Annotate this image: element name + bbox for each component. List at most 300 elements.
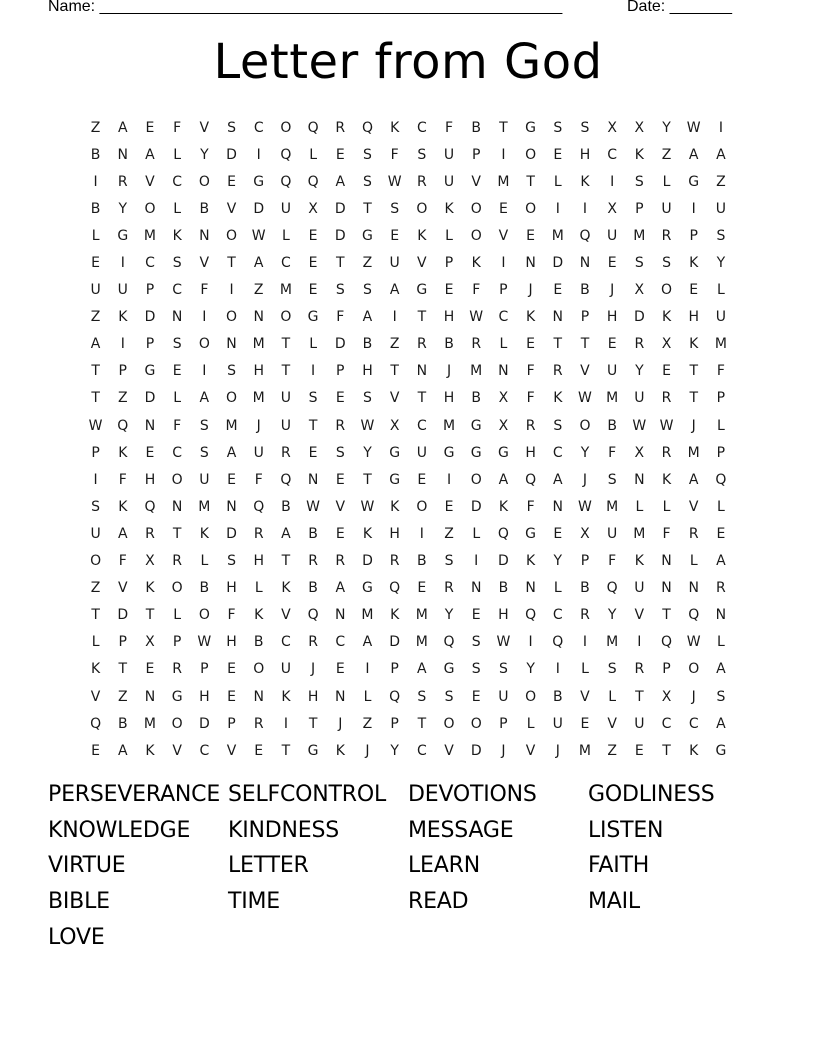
grid-letter: E <box>227 471 236 488</box>
grid-letter: L <box>254 580 263 597</box>
grid-letter: D <box>362 553 373 570</box>
grid-letter: J <box>338 715 343 732</box>
grid-letter: H <box>253 363 264 380</box>
grid-letter: I <box>202 309 207 326</box>
grid-letter: H <box>443 390 455 407</box>
grid-letter: C <box>172 173 183 190</box>
grid-letter: B <box>253 634 264 651</box>
grid-letter: P <box>580 553 590 570</box>
grid-letter: W <box>578 498 592 515</box>
grid-row <box>82 548 735 575</box>
grid-letter: P <box>716 390 726 407</box>
grid-row <box>82 602 735 629</box>
word-bank-item: VIRTUE <box>48 853 126 879</box>
grid-letter: I <box>637 634 642 651</box>
grid-letter: L <box>553 173 562 190</box>
grid-letter: T <box>417 309 427 326</box>
grid-letter: O <box>416 498 428 515</box>
grid-letter: X <box>634 282 645 299</box>
grid-letter: L <box>91 227 100 244</box>
grid-letter: Y <box>607 607 617 624</box>
grid-letter: S <box>199 417 209 434</box>
grid-row <box>82 277 735 304</box>
grid-letter: E <box>634 742 644 759</box>
grid-letter: L <box>662 498 671 515</box>
grid-letter: T <box>417 715 427 732</box>
grid-letter: L <box>662 173 671 190</box>
grid-letter: Q <box>307 173 319 190</box>
grid-letter: L <box>635 498 644 515</box>
grid-letter: I <box>202 363 207 380</box>
grid-letter: Y <box>580 444 590 461</box>
grid-letter: K <box>254 607 264 624</box>
grid-letter: W <box>496 634 511 651</box>
grid-letter: C <box>335 634 346 651</box>
grid-letter: Q <box>280 146 292 163</box>
grid-letter: I <box>610 173 615 190</box>
grid-letter: M <box>252 390 265 407</box>
grid-letter: L <box>309 336 317 353</box>
grid-letter: K <box>580 173 590 190</box>
grid-letter: C <box>416 742 427 759</box>
grid-letter: X <box>498 417 509 434</box>
grid-letter: N <box>661 580 672 597</box>
grid-letter: M <box>252 336 265 353</box>
grid-letter: V <box>634 607 645 624</box>
grid-letter: J <box>256 417 261 434</box>
grid-letter: O <box>144 200 156 217</box>
grid-row <box>82 412 735 439</box>
grid-letter: Y <box>118 200 128 217</box>
grid-letter: W <box>469 309 484 326</box>
grid-letter: V <box>498 227 509 244</box>
grid-letter: L <box>309 146 317 163</box>
grid-letter: K <box>526 309 536 326</box>
grid-row <box>82 195 735 222</box>
grid-letter: B <box>498 580 509 597</box>
grid-letter: M <box>633 227 646 244</box>
grid-letter: M <box>143 715 157 732</box>
grid-letter: N <box>525 255 536 272</box>
grid-letter: L <box>173 607 182 624</box>
grid-letter: R <box>335 553 346 570</box>
grid-letter: C <box>172 444 183 461</box>
grid-letter: P <box>200 661 209 678</box>
grid-letter: U <box>443 173 455 190</box>
grid-letter: U <box>634 390 645 407</box>
grid-letter: T <box>308 715 318 732</box>
grid-letter: S <box>417 146 427 163</box>
grid-letter: J <box>610 282 615 299</box>
grid-letter: X <box>498 390 509 407</box>
grid-letter: S <box>335 444 345 461</box>
grid-letter: T <box>363 200 372 217</box>
grid-letter: S <box>363 146 372 163</box>
grid-letter: Q <box>117 417 129 434</box>
grid-letter: Y <box>526 661 535 678</box>
grid-letter: Q <box>606 580 618 597</box>
grid-letter: T <box>172 525 182 542</box>
grid-letter: E <box>580 715 590 732</box>
grid-letter: K <box>661 471 672 488</box>
grid-letter: T <box>91 363 100 380</box>
grid-letter: R <box>172 661 183 678</box>
grid-letter: Y <box>390 742 399 759</box>
grid-letter: K <box>444 200 454 217</box>
grid-letter: U <box>715 309 727 326</box>
grid-letter: E <box>91 255 101 272</box>
grid-letter: U <box>715 200 727 217</box>
grid-letter: F <box>608 444 617 461</box>
grid-row <box>82 141 735 168</box>
grid-letter: M <box>497 173 510 190</box>
grid-letter: W <box>251 227 266 244</box>
grid-letter: W <box>88 417 103 434</box>
grid-letter: I <box>528 634 533 651</box>
grid-letter: O <box>525 200 537 217</box>
grid-letter: T <box>118 661 128 678</box>
grid-letter: P <box>471 146 481 163</box>
grid-letter: S <box>716 688 726 705</box>
grid-letter: S <box>607 661 617 678</box>
grid-letter: B <box>90 200 101 217</box>
grid-letter: K <box>335 742 345 759</box>
grid-row <box>82 710 735 737</box>
grid-letter: W <box>686 119 701 136</box>
grid-letter: F <box>200 282 209 299</box>
grid-letter: Q <box>280 173 292 190</box>
grid-letter: D <box>226 146 237 163</box>
grid-letter: F <box>472 282 481 299</box>
grid-letter: A <box>716 146 726 163</box>
word-bank-item: PERSEVERANCE <box>48 782 221 807</box>
grid-letter: L <box>717 282 725 299</box>
grid-letter: I <box>582 200 588 217</box>
grid-letter: N <box>226 336 237 353</box>
grid-letter: G <box>144 363 156 380</box>
grid-letter: I <box>446 471 452 488</box>
grid-letter: O <box>525 688 537 705</box>
grid-letter: K <box>498 498 508 515</box>
grid-letter: A <box>688 471 699 488</box>
grid-letter: B <box>471 119 482 136</box>
grid-letter: N <box>552 498 564 515</box>
grid-letter: A <box>417 661 427 678</box>
grid-letter: N <box>171 309 183 326</box>
grid-letter: X <box>607 200 617 217</box>
grid-letter: Y <box>553 553 563 570</box>
grid-letter: C <box>281 255 291 272</box>
grid-row <box>82 520 735 547</box>
grid-letter: P <box>390 661 399 678</box>
grid-letter: G <box>117 227 129 244</box>
grid-letter: M <box>633 525 646 542</box>
grid-letter: L <box>717 417 725 434</box>
grid-letter: F <box>716 363 725 380</box>
grid-letter: D <box>633 309 645 326</box>
grid-letter: O <box>171 715 183 732</box>
grid-letter: X <box>634 444 645 461</box>
grid-letter: O <box>90 553 102 570</box>
grid-letter: A <box>117 742 128 759</box>
grid-letter: K <box>91 661 101 678</box>
grid-letter: T <box>336 255 345 272</box>
grid-letter: R <box>117 173 128 190</box>
grid-letter: V <box>607 715 617 732</box>
grid-letter: A <box>552 471 563 488</box>
grid-letter: N <box>199 227 210 244</box>
grid-letter: E <box>390 227 400 244</box>
grid-letter: C <box>552 607 563 624</box>
grid-letter: S <box>634 173 644 190</box>
grid-letter: R <box>552 363 563 380</box>
grid-row <box>82 114 735 141</box>
grid-letter: S <box>91 498 101 515</box>
grid-letter: O <box>525 146 537 163</box>
grid-letter: S <box>662 255 671 272</box>
grid-letter: P <box>172 634 182 651</box>
grid-letter: L <box>526 715 535 732</box>
grid-letter: E <box>553 282 563 299</box>
grid-letter: G <box>362 580 373 597</box>
grid-letter: S <box>444 688 454 705</box>
grid-letter: Z <box>661 146 672 163</box>
word-bank-item: SELFCONTROL <box>228 782 387 807</box>
grid-letter: F <box>526 390 535 407</box>
grid-row <box>82 466 735 493</box>
grid-letter: I <box>419 525 424 542</box>
grid-letter: P <box>499 282 508 299</box>
grid-letter: L <box>608 688 617 705</box>
grid-letter: B <box>90 146 101 163</box>
grid-letter: T <box>145 607 155 624</box>
grid-letter: H <box>606 309 618 326</box>
grid-letter: G <box>389 444 401 461</box>
grid-letter: L <box>717 634 725 651</box>
grid-letter: K <box>390 119 400 136</box>
grid-letter: P <box>227 715 236 732</box>
grid-letter: C <box>253 119 264 136</box>
grid-letter: V <box>335 498 346 515</box>
word-bank-item: MAIL <box>588 889 640 915</box>
grid-letter: A <box>362 634 373 651</box>
grid-letter: L <box>689 553 698 570</box>
grid-letter: X <box>145 634 155 651</box>
grid-letter: U <box>280 200 292 217</box>
grid-letter: H <box>226 580 237 597</box>
grid-letter: Q <box>144 498 156 515</box>
grid-letter: S <box>553 417 563 434</box>
grid-letter: S <box>172 255 182 272</box>
grid-letter: C <box>281 634 291 651</box>
grid-letter: T <box>689 363 698 380</box>
grid-letter: G <box>470 417 482 434</box>
grid-letter: E <box>607 255 617 272</box>
grid-letter: B <box>362 336 373 353</box>
grid-letter: W <box>578 390 592 407</box>
grid-letter: R <box>661 444 672 461</box>
grid-letter: E <box>689 282 699 299</box>
grid-letter: K <box>661 309 672 326</box>
grid-letter: H <box>443 309 455 326</box>
grid-letter: Q <box>280 471 292 488</box>
grid-letter: S <box>607 471 617 488</box>
grid-letter: E <box>335 146 345 163</box>
grid-letter: T <box>91 607 100 624</box>
grid-letter: S <box>716 227 726 244</box>
grid-letter: M <box>606 634 619 651</box>
grid-letter: K <box>689 255 699 272</box>
grid-letter: P <box>635 200 644 217</box>
grid-letter: T <box>281 553 291 570</box>
grid-letter: E <box>471 607 481 624</box>
grid-letter: Z <box>90 119 101 136</box>
grid-letter: D <box>253 200 265 217</box>
grid-letter: I <box>365 661 370 678</box>
grid-letter: T <box>662 742 671 759</box>
grid-letter: R <box>416 173 427 190</box>
grid-letter: G <box>497 444 509 461</box>
grid-letter: M <box>606 498 619 515</box>
grid-letter: S <box>172 336 182 353</box>
grid-letter: Q <box>443 634 455 651</box>
grid-letter: M <box>143 227 157 244</box>
grid-letter: D <box>552 255 564 272</box>
grid-letter: O <box>661 282 673 299</box>
word-bank-item: LISTEN <box>588 817 664 843</box>
grid-letter: A <box>117 525 128 542</box>
grid-letter: Q <box>579 227 591 244</box>
grid-letter: E <box>526 227 536 244</box>
grid-letter: T <box>499 119 508 136</box>
grid-letter: V <box>580 363 590 380</box>
grid-letter: T <box>363 471 372 488</box>
grid-letter: V <box>226 200 237 217</box>
grid-letter: I <box>93 471 98 488</box>
grid-letter: B <box>308 525 318 542</box>
grid-letter: E <box>145 119 155 136</box>
grid-letter: O <box>226 390 238 407</box>
grid-letter: X <box>145 553 155 570</box>
grid-letter: Z <box>253 282 264 299</box>
grid-letter: S <box>363 282 372 299</box>
grid-letter: I <box>311 363 316 380</box>
grid-row <box>82 629 735 656</box>
grid-letter: N <box>661 553 672 570</box>
grid-letter: S <box>471 634 481 651</box>
grid-letter: R <box>389 553 400 570</box>
grid-row <box>82 575 735 602</box>
grid-letter: Y <box>716 255 726 272</box>
grid-letter: B <box>117 715 128 732</box>
grid-letter: A <box>716 715 726 732</box>
grid-letter: O <box>171 471 183 488</box>
grid-letter: X <box>389 417 400 434</box>
grid-letter: H <box>253 553 264 570</box>
grid-letter: R <box>308 553 318 570</box>
grid-letter: V <box>199 255 210 272</box>
grid-letter: D <box>498 553 509 570</box>
grid-letter: F <box>662 525 671 542</box>
grid-letter: L <box>173 390 182 407</box>
grid-row <box>82 656 735 683</box>
grid-letter: S <box>553 119 563 136</box>
grid-letter: N <box>144 688 156 705</box>
word-bank-item: MESSAGE <box>408 817 514 843</box>
grid-row <box>82 439 735 466</box>
grid-letter: U <box>280 390 292 407</box>
grid-letter: E <box>716 525 726 542</box>
grid-letter: K <box>118 309 128 326</box>
grid-letter: L <box>499 336 508 353</box>
grid-letter: I <box>283 715 288 732</box>
grid-letter: Q <box>389 580 401 597</box>
grid-letter: T <box>281 363 291 380</box>
grid-letter: V <box>90 688 101 705</box>
grid-letter: B <box>199 580 210 597</box>
grid-letter: W <box>197 634 212 651</box>
grid-letter: N <box>579 255 591 272</box>
grid-letter: U <box>280 417 292 434</box>
grid-letter: T <box>635 688 644 705</box>
word-search-grid <box>82 114 735 764</box>
grid-letter: C <box>688 715 699 732</box>
grid-letter: S <box>634 255 644 272</box>
grid-letter: N <box>253 688 264 705</box>
grid-letter: E <box>335 390 345 407</box>
grid-letter: X <box>661 336 672 353</box>
grid-letter: R <box>308 634 318 651</box>
grid-letter: P <box>145 336 155 353</box>
grid-letter: U <box>443 146 455 163</box>
grid-letter: A <box>90 336 101 353</box>
grid-letter: H <box>144 471 156 488</box>
grid-row <box>82 304 735 331</box>
grid-letter: Q <box>661 634 673 651</box>
grid-letter: C <box>172 282 183 299</box>
grid-letter: B <box>281 498 291 515</box>
grid-letter: I <box>501 255 506 272</box>
grid-letter: R <box>525 417 536 434</box>
grid-letter: G <box>525 119 537 136</box>
grid-letter: G <box>362 227 373 244</box>
grid-letter: S <box>498 661 508 678</box>
grid-letter: A <box>335 580 346 597</box>
grid-letter: D <box>334 227 346 244</box>
grid-letter: H <box>389 525 400 542</box>
word-bank-item: BIBLE <box>48 889 110 915</box>
grid-letter: A <box>281 525 291 542</box>
grid-letter: V <box>444 742 454 759</box>
grid-letter: W <box>686 634 701 651</box>
grid-letter: M <box>551 227 564 244</box>
grid-letter: T <box>227 255 236 272</box>
grid-letter: N <box>688 580 699 597</box>
grid-letter: R <box>335 119 346 136</box>
grid-letter: G <box>307 309 319 326</box>
grid-letter: U <box>607 525 618 542</box>
grid-letter: Z <box>90 580 101 597</box>
grid-letter: E <box>91 742 101 759</box>
word-bank-item: KNOWLEDGE <box>48 817 191 843</box>
grid-letter: J <box>582 471 588 488</box>
grid-letter: M <box>279 282 292 299</box>
grid-letter: K <box>145 580 155 597</box>
word-bank-item: TIME <box>228 889 281 915</box>
grid-letter: E <box>607 336 617 353</box>
page-title: Letter from God <box>213 34 603 90</box>
grid-letter: I <box>93 173 98 190</box>
